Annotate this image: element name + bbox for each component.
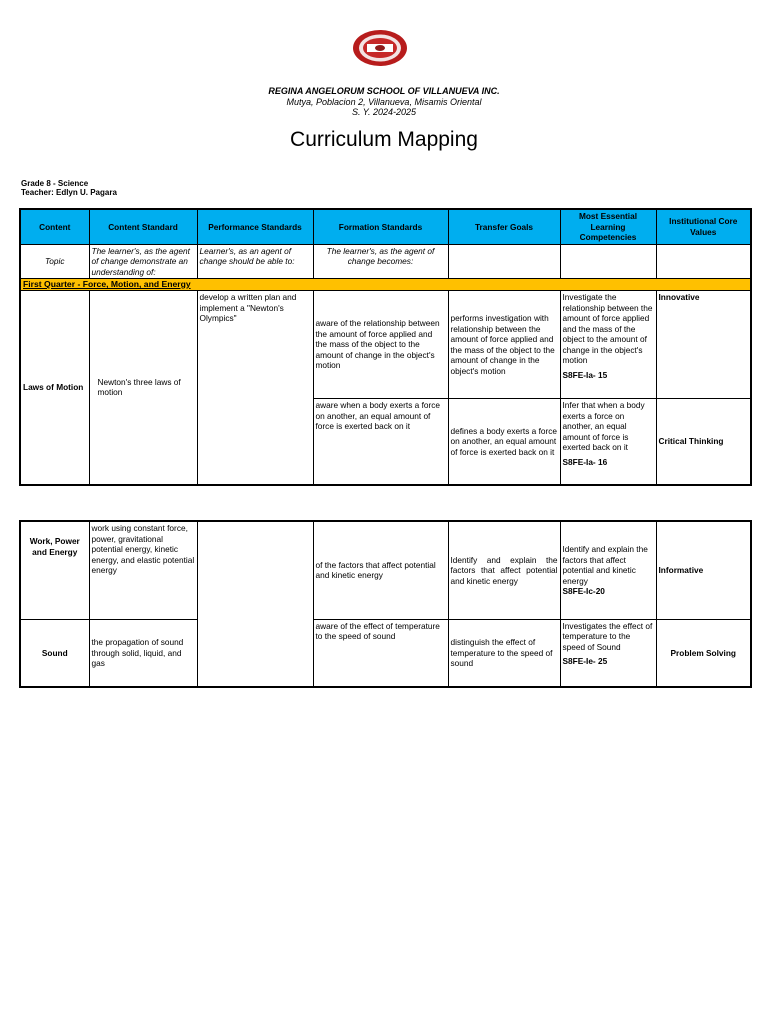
page-title: Curriculum Mapping xyxy=(290,128,478,151)
curriculum-table-1 xyxy=(19,208,752,486)
laws-content-standard: Newton's three laws of motion xyxy=(89,291,197,485)
work-melc-code: S8FE-Ic-20 xyxy=(562,586,605,596)
school-name: REGINA ANGELORUM SCHOOL OF VILLANUEVA INC. xyxy=(268,86,500,96)
laws-melc-1-code: S8FE-Ia- 15 xyxy=(562,369,608,380)
sound-melc-text: Investigates the effect of temperature to the speed of Sound xyxy=(562,620,653,652)
subheader-content-standard: The learner's, as the agent of change demonstrate an understanding of: xyxy=(89,244,197,279)
header-content-standard: Content Standard xyxy=(89,209,197,244)
laws-melc-1-text: Investigate the relationship between the amount of force applied and the mass of the object to the amount of change in the object's motion xyxy=(562,292,653,365)
laws-melc-2-code: S8FE-Ia- 16 xyxy=(562,456,608,467)
laws-transfer-2: defines a body exerts a force on another, an equal amount of force is exerted back on it xyxy=(448,399,560,485)
work-formation: of the factors that affect potential and kinetic energy xyxy=(313,521,448,619)
school-seal-logo xyxy=(352,28,408,68)
sound-value: Problem Solving xyxy=(656,619,751,687)
topic-laws-of-motion: Laws of Motion xyxy=(20,291,89,485)
header-core-values: Institutional Core Values xyxy=(656,209,751,244)
work-value: Informative xyxy=(656,521,751,619)
subheader-values-empty xyxy=(656,244,751,279)
laws-melc-2 xyxy=(560,399,656,485)
subheader-formation: The learner's, as the agent of change becomes: xyxy=(313,244,448,279)
subheader-melc-empty xyxy=(560,244,656,279)
quarter-label: First Quarter - Force, Motion, and Energy xyxy=(23,279,191,289)
sound-melc-code: S8FE-Ie- 25 xyxy=(562,656,608,666)
laws-value-1: Innovative xyxy=(656,291,751,399)
sound-transfer: distinguish the effect of temperature to the speed of sound xyxy=(448,619,560,687)
laws-formation-2: aware when a body exerts a force on another, an equal amount of force is exerted back on it xyxy=(313,399,448,485)
header-melc: Most Essential Learning Competencies xyxy=(560,209,656,244)
teacher-label: Teacher: Edlyn U. Pagara xyxy=(21,188,117,197)
curriculum-table-2 xyxy=(19,520,752,688)
subheader-topic: Topic xyxy=(20,244,89,279)
laws-melc-2-text: Infer that when a body exerts a force on another, an equal amount of force is exerted back on it xyxy=(562,400,645,452)
subheader-transfer-empty xyxy=(448,244,560,279)
school-year: S. Y. 2024-2025 xyxy=(351,107,417,117)
grade-label: Grade 8 - Science xyxy=(21,179,89,188)
subheader-performance: Learner's, as an agent of change should be able to: xyxy=(197,244,313,279)
quarter-heading xyxy=(20,279,751,291)
work-performance-empty xyxy=(197,521,313,687)
header-performance-standards: Performance Standards xyxy=(197,209,313,244)
laws-performance-standard: develop a written plan and implement a "Newton's Olympics" xyxy=(197,291,313,485)
header-content: Content xyxy=(20,209,89,244)
school-address: Mutya, Poblacion 2, Villanueva, Misamis Oriental xyxy=(286,97,482,107)
sound-melc xyxy=(560,619,656,687)
topic-sound: Sound xyxy=(20,619,89,687)
work-content-standard: work using constant force, power, gravitational potential energy, kinetic energy, and elastic potential energy xyxy=(89,521,197,619)
work-transfer: Identify and explain the factors that affect potential and kinetic energy xyxy=(448,521,560,619)
laws-formation-1: aware of the relationship between the amount of force applied and the mass of the object to the amount of change in the object's motion xyxy=(313,291,448,399)
laws-transfer-1: performs investigation with relationship between the amount of force applied and the mass of the object to the amount of change in the object's motion xyxy=(448,291,560,399)
laws-melc-1 xyxy=(560,291,656,399)
work-melc xyxy=(560,521,656,619)
work-melc-text: Identify and explain the factors that affect potential and kinetic energy xyxy=(562,544,648,586)
topic-work-power-energy: Work, Power and Energy xyxy=(20,521,89,619)
header-formation-standards: Formation Standards xyxy=(313,209,448,244)
sound-content-standard: the propagation of sound through solid, liquid, and gas xyxy=(89,619,197,687)
header-transfer-goals: Transfer Goals xyxy=(448,209,560,244)
sound-formation: aware of the effect of temperature to the speed of sound xyxy=(313,619,448,687)
laws-value-2: Critical Thinking xyxy=(656,399,751,485)
